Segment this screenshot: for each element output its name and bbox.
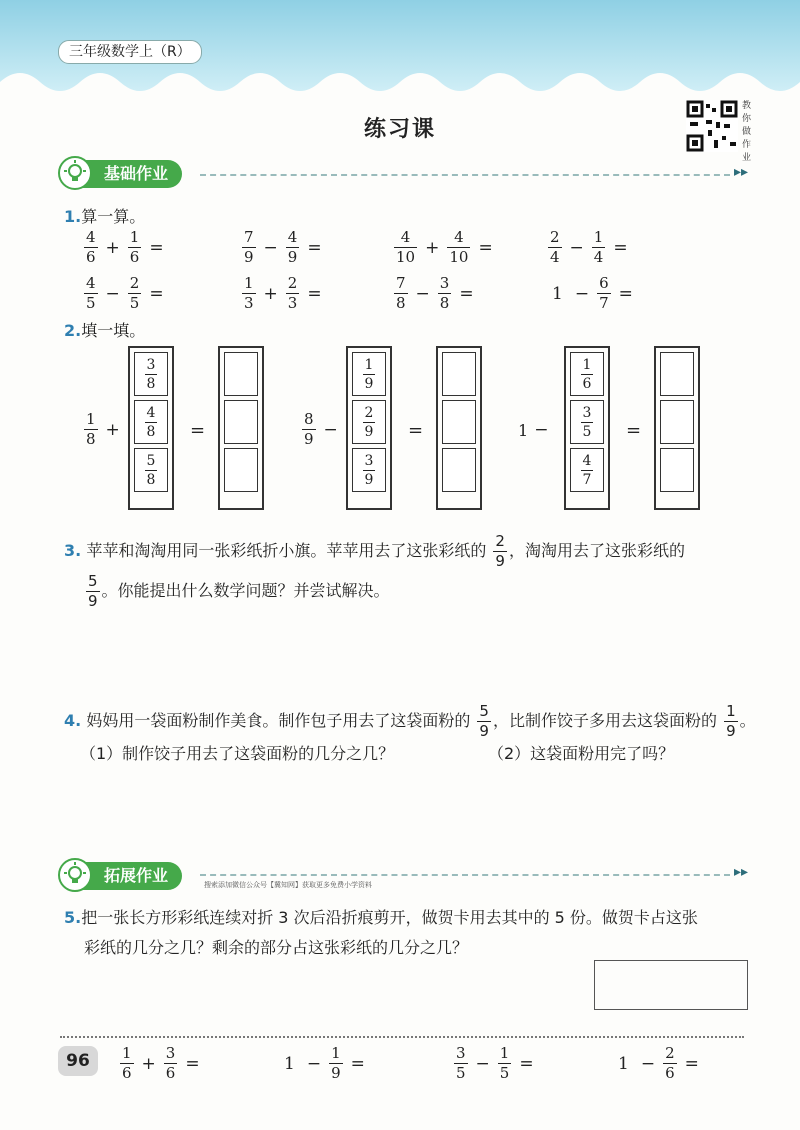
q2-label: [64, 318, 145, 341]
lightbulb-icon: [58, 858, 92, 892]
double-arrow-icon: ▸▸: [734, 164, 749, 180]
operator: −: [569, 237, 584, 258]
q4-text-a: 妈妈用一袋面粉制作美食。制作包子用去了这袋面粉的: [86, 711, 471, 730]
fraction: $\frac{1}{6}$: [582, 356, 592, 392]
qr-caption: 教你做作业: [742, 101, 752, 163]
q3-text-c: 。你能提出什么数学问题？并尝试解决。: [101, 581, 390, 600]
q2-answer-cell[interactable]: [660, 400, 694, 444]
fraction: $\frac{5}{8}$: [146, 452, 156, 488]
q3-text-a: 苹苹和淘淘用同一张彩纸折小旗。苹苹用去了这张彩纸的: [86, 541, 487, 560]
fraction: $\frac{3}{6}$: [165, 1044, 176, 1082]
q2-given-fraction: [134, 400, 168, 444]
q2-prompt: 填一填。: [81, 321, 146, 340]
section-divider: [200, 174, 730, 176]
fraction: $\frac{3}{5}$: [456, 1044, 466, 1082]
q2-given-fraction: [352, 352, 386, 396]
equals-sign: =: [684, 1053, 699, 1074]
equals-sign: =: [149, 283, 164, 304]
fraction: $\frac{1}{9}$: [331, 1044, 341, 1082]
footer-expression: [612, 1046, 705, 1081]
q2-answer-cell[interactable]: [442, 400, 476, 444]
fraction: $\frac{2}{4}$: [550, 228, 560, 266]
section-divider: [200, 874, 730, 876]
section-extended-label: 拓展作业: [104, 866, 169, 885]
q2-number: 2.: [64, 321, 82, 340]
q2-answer-cell[interactable]: [660, 352, 694, 396]
q2-given-fraction: [134, 448, 168, 492]
q2-given-fraction: [570, 448, 604, 492]
q4-number: 4.: [64, 711, 82, 730]
q2-answer-cell[interactable]: [442, 352, 476, 396]
operator: +: [263, 283, 278, 304]
fraction: $\frac{1}{9}$: [364, 356, 374, 392]
q2-left-operand: [82, 412, 126, 447]
q2-answer-column: [436, 346, 482, 510]
fraction: $\frac{1}{5}$: [499, 1044, 510, 1082]
number: 1: [618, 1053, 629, 1074]
q2-answer-cell[interactable]: [224, 400, 258, 444]
q1-label: [64, 204, 145, 227]
section-basic-badge: [64, 160, 182, 188]
q2-left-operand: 1 −: [518, 420, 549, 440]
page-number: 96: [58, 1046, 98, 1076]
fraction: $\frac{1}{4}$: [593, 228, 604, 266]
fraction: $\frac{2}{6}$: [665, 1044, 675, 1082]
promo-note: 搜索添加微信公众号【冀知网】获取更多免费小学资料: [204, 881, 372, 889]
q1-expression: [392, 230, 499, 265]
fraction: $\frac{8}{9}$: [304, 410, 314, 448]
q1-expression: [392, 276, 480, 311]
equals-sign: =: [613, 237, 628, 258]
fraction: $\frac{1}{6}$: [129, 228, 140, 266]
fraction: $\frac{2}{3}$: [287, 274, 298, 312]
equals-sign: =: [149, 237, 164, 258]
q1-expression: [240, 276, 328, 311]
operator: −: [306, 1053, 322, 1074]
q4-sub2: （2）这袋面粉用完了吗？: [488, 744, 675, 763]
fraction: $\frac{3}{9}$: [364, 452, 374, 488]
lightbulb-icon: [58, 156, 92, 190]
q1-expression: [82, 276, 170, 311]
fraction: $\frac{4}{10}$: [396, 228, 416, 266]
fraction: $\frac{4}{6}$: [86, 228, 96, 266]
q3-number: 3.: [64, 541, 82, 560]
fraction: $\frac{4}{9}$: [287, 228, 298, 266]
q2-fraction-column: [346, 346, 392, 510]
q2-fraction-column: [564, 346, 610, 510]
q3-fraction-a: $\frac{2}{9}$: [495, 532, 505, 570]
q5-answer-box[interactable]: [594, 960, 748, 1010]
footer-expression: [452, 1046, 540, 1081]
q4-sub1: （1）制作饺子用去了这袋面粉的几分之几？: [80, 744, 395, 763]
q2-left-operand: [300, 412, 344, 447]
fraction: $\frac{7}{8}$: [396, 274, 406, 312]
equals-sign: =: [519, 1053, 534, 1074]
page-title: 练习课: [363, 117, 436, 142]
q5-number: 5.: [64, 908, 82, 927]
q4-fraction-b: $\frac{1}{9}$: [726, 702, 736, 740]
q2-answer-cell[interactable]: [442, 448, 476, 492]
q2-answer-column: [218, 346, 264, 510]
number: 1: [552, 283, 563, 304]
equals-sign: =: [350, 1053, 365, 1074]
q5-line2: 彩纸的几分之几？剩余的部分占这张彩纸的几分之几？: [84, 938, 469, 957]
q2-given-fraction: [352, 448, 386, 492]
operator: +: [105, 237, 120, 258]
fraction: $\frac{2}{9}$: [364, 404, 374, 440]
q2-given-fraction: [134, 352, 168, 396]
fraction: $\frac{3}{8}$: [146, 356, 156, 392]
q2-answer-cell[interactable]: [660, 448, 694, 492]
q1-prompt: 算一算。: [81, 207, 146, 226]
fraction: $\frac{3}{5}$: [582, 404, 592, 440]
q1-number: 1.: [64, 207, 82, 226]
q3-fraction-b: $\frac{5}{9}$: [88, 572, 98, 610]
q4-line1: [64, 704, 774, 739]
q4-fraction-a: $\frac{5}{9}$: [479, 702, 489, 740]
q3-line1: [64, 534, 764, 569]
fraction: $\frac{6}{7}$: [599, 274, 609, 312]
q4-text-c: 。: [739, 711, 756, 730]
operator: −: [323, 419, 338, 440]
fraction: $\frac{1}{6}$: [122, 1044, 132, 1082]
equals-sign: =: [408, 420, 424, 441]
operator: +: [425, 237, 440, 258]
operator: −: [263, 237, 278, 258]
fraction: $\frac{1}{8}$: [86, 410, 96, 448]
fraction: $\frac{4}{8}$: [146, 404, 156, 440]
q5-line1: [64, 906, 764, 930]
fraction: $\frac{4}{5}$: [86, 274, 96, 312]
footer-expression: [278, 1046, 371, 1081]
equals-sign: =: [307, 283, 322, 304]
equals-sign: =: [618, 283, 633, 304]
equals-sign: =: [307, 237, 322, 258]
section-basic-label: 基础作业: [104, 164, 169, 183]
fraction: $\frac{1}{3}$: [244, 274, 254, 312]
operator: −: [574, 283, 590, 304]
operator: −: [415, 283, 430, 304]
q2-answer-column: [654, 346, 700, 510]
operator: −: [640, 1053, 656, 1074]
equals-sign: =: [478, 237, 493, 258]
operator: +: [141, 1053, 156, 1074]
qr-code[interactable]: [686, 100, 738, 152]
q3-text-b: ，淘淘用去了这张彩纸的: [508, 541, 685, 560]
q2-given-fraction: [570, 400, 604, 444]
fraction: $\frac{7}{9}$: [244, 228, 254, 266]
fraction: $\frac{4}{10}$: [449, 228, 469, 266]
fraction: $\frac{3}{8}$: [439, 274, 450, 312]
equals-sign: =: [459, 283, 474, 304]
q2-fraction-column: [128, 346, 174, 510]
operator: −: [475, 1053, 490, 1074]
fraction: $\frac{4}{7}$: [582, 452, 592, 488]
q4-text-b: ，比制作饺子多用去这袋面粉的: [492, 711, 717, 730]
q2-answer-cell[interactable]: [224, 352, 258, 396]
q1-expression: [546, 230, 634, 265]
footer-expression: [118, 1046, 206, 1081]
equals-sign: =: [626, 420, 642, 441]
q2-given-fraction: [352, 400, 386, 444]
q2-given-fraction: [570, 352, 604, 396]
equals-sign: =: [190, 420, 206, 441]
book-label: 三年级数学上（R）: [58, 40, 202, 64]
footer-divider: [60, 1036, 744, 1038]
operator: −: [105, 283, 120, 304]
q1-expression: [546, 276, 639, 311]
double-arrow-icon: ▸▸: [734, 864, 749, 880]
number: 1: [284, 1053, 295, 1074]
q1-expression: [240, 230, 328, 265]
equals-sign: =: [185, 1053, 200, 1074]
q2-answer-cell[interactable]: [224, 448, 258, 492]
q3-line2: [84, 574, 390, 609]
q1-expression: [82, 230, 170, 265]
fraction: $\frac{2}{5}$: [129, 274, 140, 312]
section-extended-badge: [64, 862, 182, 890]
operator: +: [105, 419, 120, 440]
q5-text-line1: 把一张长方形彩纸连续对折 3 次后沿折痕剪开，做贺卡用去其中的 5 份。做贺卡占这张: [81, 908, 698, 927]
operator: −: [534, 420, 549, 440]
